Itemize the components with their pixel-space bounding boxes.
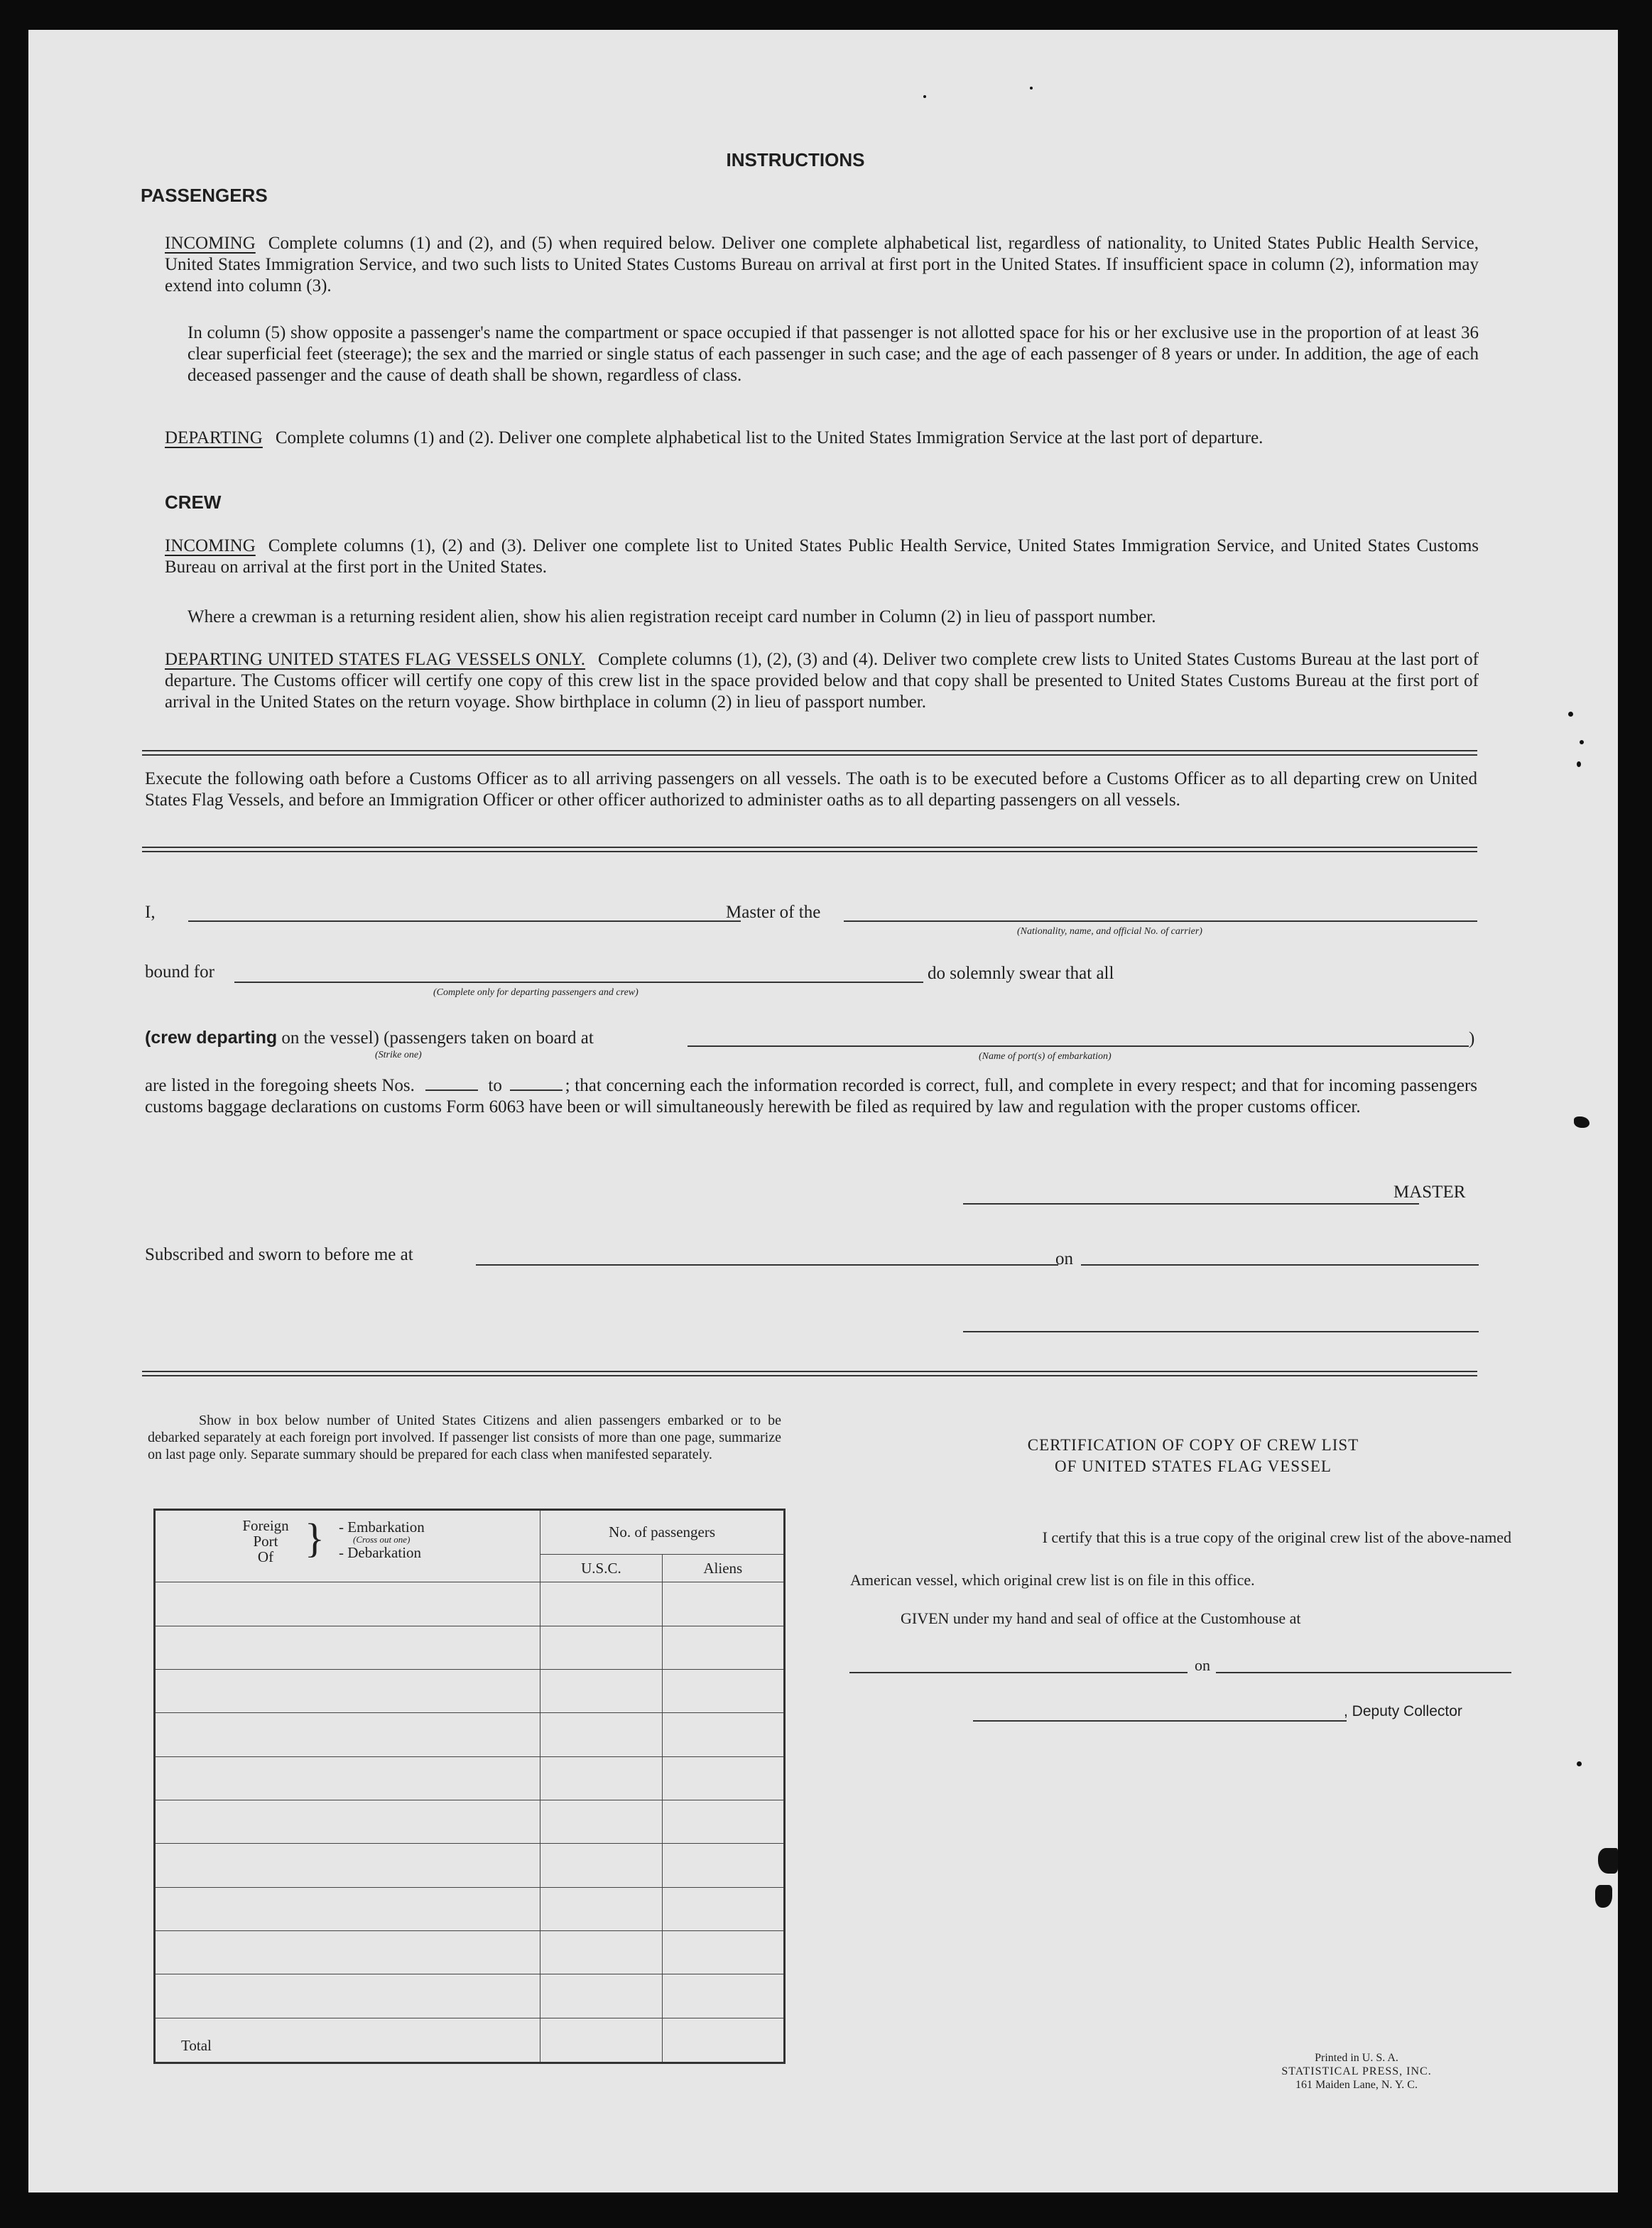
certification-title: [909, 1435, 1477, 1477]
cross-out-hint: (Cross out one): [353, 1534, 411, 1545]
crew-incoming-label: INCOMING: [165, 536, 256, 555]
bound-for-field[interactable]: [234, 982, 923, 983]
listed-text-b: ; that concerning each the information recorded is correct, full, and complete in every respect; and that for incoming passengers customs baggage declarations on customs Form 6063 have been or will simultaneously herewith be filed as required by law and regulation with the proper customs officer.: [145, 1076, 1478, 1116]
passengers-column5-paragraph: In column (5) show opposite a passenger's name the compartment or space occupied if that passenger is not allotted space for his or her exclusive use in the proportion of at least 36 clear superficial feet (steerage); the sex and the married or single status of each passenger in such case; and the age of each passenger of 8 years or under. In addition, the age of each deceased passenger and the cause of death shall be shown, regardless of class.: [188, 323, 1479, 385]
deputy-signature-field[interactable]: [973, 1720, 1347, 1722]
port-cell[interactable]: [155, 1756, 540, 1800]
aliens-cell[interactable]: [662, 1887, 784, 1930]
passengers-taken-label: (passengers taken on board at: [384, 1028, 594, 1048]
close-paren: ): [1469, 1029, 1475, 1048]
brace-icon: }: [305, 1515, 325, 1561]
usc-cell[interactable]: [540, 1800, 662, 1843]
sworn-date-field[interactable]: [1081, 1264, 1479, 1266]
master-label: MASTER: [1393, 1183, 1466, 1202]
given-line: GIVEN under my hand and seal of office at the Customhouse at: [901, 1609, 1301, 1627]
usc-cell[interactable]: [540, 1930, 662, 1974]
port-cell[interactable]: [155, 1713, 540, 1756]
usc-total-cell[interactable]: [540, 2018, 662, 2063]
passengers-departing-paragraph: [165, 428, 1479, 449]
embarkation-label: - Embarkation: [339, 1518, 425, 1536]
divider-3: [142, 1371, 1477, 1376]
scan-speck: [1577, 761, 1581, 767]
passengers-departing-label: DEPARTING: [165, 428, 263, 447]
cert-on-label: on: [1195, 1656, 1210, 1674]
usc-cell[interactable]: [540, 1887, 662, 1930]
listed-to: to: [488, 1076, 502, 1095]
aliens-cell[interactable]: [662, 1974, 784, 2018]
master-of-the-label: Master of the: [726, 903, 821, 922]
port-cell[interactable]: [155, 1800, 540, 1843]
aliens-cell[interactable]: [662, 1930, 784, 1974]
certification-title-2: OF UNITED STATES FLAG VESSEL: [1055, 1457, 1332, 1475]
debarkation-label: - Debarkation: [339, 1544, 422, 1561]
crew-departing-label: DEPARTING UNITED STATES FLAG VESSELS ONLY.: [165, 650, 586, 669]
crew-departing-text: Complete columns (1), (2), (3) and (4). Deliver two complete crew lists to United States Customs Bureau at the last port of departure. The Customs officer will certify one copy of this crew list in the space provided below and that copy shall be presented to United States Customs Bureau at the first port of arrival in the United States on the return voyage. Show birthplace in column (2) in lieu of passport number.: [165, 650, 1479, 712]
master-name-field[interactable]: [188, 920, 741, 922]
crew-incoming-text: Complete columns (1), (2) and (3). Deliver one complete list to United States Public Health Service, United States Immigration Service, and United States Customs Bureau on arrival at the first port in the United States.: [165, 536, 1479, 577]
aliens-total-cell[interactable]: [662, 2018, 784, 2063]
printer-line-1: Printed in U. S. A.: [1315, 2052, 1398, 2064]
crew-heading: CREW: [165, 491, 222, 513]
port-cell[interactable]: [155, 1930, 540, 1974]
master-signature-field[interactable]: [963, 1203, 1419, 1205]
aliens-cell[interactable]: [662, 1844, 784, 1887]
usc-cell[interactable]: [540, 1582, 662, 1626]
customhouse-field[interactable]: [849, 1672, 1188, 1673]
sheet-from-field[interactable]: [425, 1077, 478, 1091]
port-cell[interactable]: [155, 1974, 540, 2018]
divider-2: [142, 847, 1477, 852]
port-cell[interactable]: [155, 1582, 540, 1626]
scan-speck: [1577, 1761, 1582, 1766]
bound-for-hint: (Complete only for departing passengers and crew): [433, 987, 638, 998]
aliens-cell[interactable]: [662, 1582, 784, 1626]
crew-passengers-line: [145, 1027, 594, 1049]
aliens-cell[interactable]: [662, 1626, 784, 1669]
listed-text-a: are listed in the foregoing sheets Nos.: [145, 1076, 415, 1095]
sworn-on-label: on: [1055, 1249, 1073, 1268]
on-the-vessel-label: on the vessel): [281, 1028, 379, 1048]
port-cell[interactable]: [155, 1844, 540, 1887]
of-label: Of: [257, 1548, 274, 1565]
crew-departing-paragraph: [165, 649, 1479, 713]
total-label: Total: [155, 2018, 540, 2063]
aliens-cell[interactable]: [662, 1800, 784, 1843]
aliens-cell[interactable]: [662, 1713, 784, 1756]
aliens-cell[interactable]: [662, 1756, 784, 1800]
crew-departing-label: (crew departing: [145, 1028, 278, 1048]
passengers-heading: PASSENGERS: [141, 185, 268, 206]
port-cell[interactable]: [155, 1626, 540, 1669]
scan-speck: [1568, 712, 1573, 717]
oath-i-label: I,: [145, 903, 156, 922]
port-label: Port: [253, 1533, 278, 1550]
scan-speck: [923, 95, 926, 98]
swear-text: do solemnly swear that all: [928, 964, 1114, 983]
strike-one-hint: (Strike one): [375, 1050, 422, 1060]
usc-cell[interactable]: [540, 1756, 662, 1800]
form-sheet: [28, 30, 1618, 2192]
scan-speck: [1574, 1116, 1589, 1128]
port-summary-table: [153, 1509, 786, 2064]
summary-instructions: Show in box below number of United States Citizens and alien passengers embarked or to be debarked separately at each foreign port involved. If passenger list consists of more than one page, summarize on last page only. Separate summary should be prepared for each class when manifested separately.: [148, 1413, 781, 1462]
cert-date-field[interactable]: [1216, 1672, 1511, 1673]
certification-title-1: CERTIFICATION OF COPY OF CREW LIST: [1027, 1436, 1359, 1454]
printer-line-2: STATISTICAL PRESS, INC.: [1281, 2065, 1432, 2077]
usc-cell[interactable]: [540, 1626, 662, 1669]
scan-speck: [1580, 740, 1584, 744]
usc-header: U.S.C.: [540, 1555, 662, 1582]
listed-paragraph: [145, 1075, 1477, 1118]
passengers-incoming-label: INCOMING: [165, 234, 256, 253]
no-of-passengers-header: No. of passengers: [540, 1510, 785, 1555]
sworn-at-field[interactable]: [476, 1264, 1058, 1266]
usc-cell[interactable]: [540, 1713, 662, 1756]
carrier-field[interactable]: [844, 920, 1477, 922]
deputy-collector-label: , Deputy Collector: [1344, 1703, 1462, 1719]
oath-intro: Execute the following oath before a Customs Officer as to all arriving passengers on all vessels. The oath is to be executed before a Customs Officer as to all departing crew on United States Flag Vessels, and before an Immigration Officer or other officer authorized to administer oaths as to all departing passengers on all vessels.: [145, 769, 1477, 810]
scan-speck: [1030, 87, 1033, 89]
carrier-hint: (Nationality, name, and official No. of carrier): [1017, 926, 1202, 937]
passengers-incoming-paragraph: [165, 233, 1479, 297]
crew-resident-paragraph: Where a crewman is a returning resident alien, show his alien registration receipt card number in Column (2) in lieu of passport number.: [188, 607, 1156, 626]
divider-1: [142, 750, 1477, 756]
page-title: INSTRUCTIONS: [726, 149, 865, 170]
usc-cell[interactable]: [540, 1669, 662, 1712]
scan-speck: [1595, 1885, 1612, 1908]
port-hint: (Name of port(s) of embarkation): [979, 1051, 1112, 1062]
aliens-cell[interactable]: [662, 1669, 784, 1712]
port-cell[interactable]: [155, 1887, 540, 1930]
foreign-label: Foreign: [242, 1517, 289, 1534]
officer-signature-field[interactable]: [963, 1331, 1479, 1332]
crew-incoming-paragraph: [165, 536, 1479, 578]
port-embarkation-field[interactable]: [688, 1045, 1469, 1047]
passengers-incoming-text: Complete columns (1) and (2), and (5) when required below. Deliver one complete alphabetical list, regardless of nationality, to United States Public Health Service, United States Immigration Service, and two such lists to United States Customs Bureau on arrival at first port in the United States. If insufficient space in column (2), information may extend into column (3).: [165, 234, 1479, 295]
usc-cell[interactable]: [540, 1974, 662, 2018]
usc-cell[interactable]: [540, 1844, 662, 1887]
aliens-header: Aliens: [662, 1555, 784, 1582]
bound-for-label: bound for: [145, 962, 214, 982]
subscribed-label: Subscribed and sworn to before me at: [145, 1245, 413, 1264]
sheet-to-field[interactable]: [510, 1077, 563, 1091]
passengers-departing-text: Complete columns (1) and (2). Deliver one complete alphabetical list to the United States Immigration Service at the last port of departure.: [275, 428, 1264, 447]
scan-speck: [1598, 1848, 1618, 1874]
certify-line-2: American vessel, which original crew list is on file in this office.: [850, 1571, 1255, 1589]
port-header-cell: [155, 1510, 540, 1582]
certify-line-1: I certify that this is a true copy of the original crew list of the above-named: [1042, 1528, 1511, 1546]
printer-line-3: 161 Maiden Lane, N. Y. C.: [1295, 2079, 1418, 2091]
port-cell[interactable]: [155, 1669, 540, 1712]
printer-imprint: [1236, 2051, 1477, 2092]
